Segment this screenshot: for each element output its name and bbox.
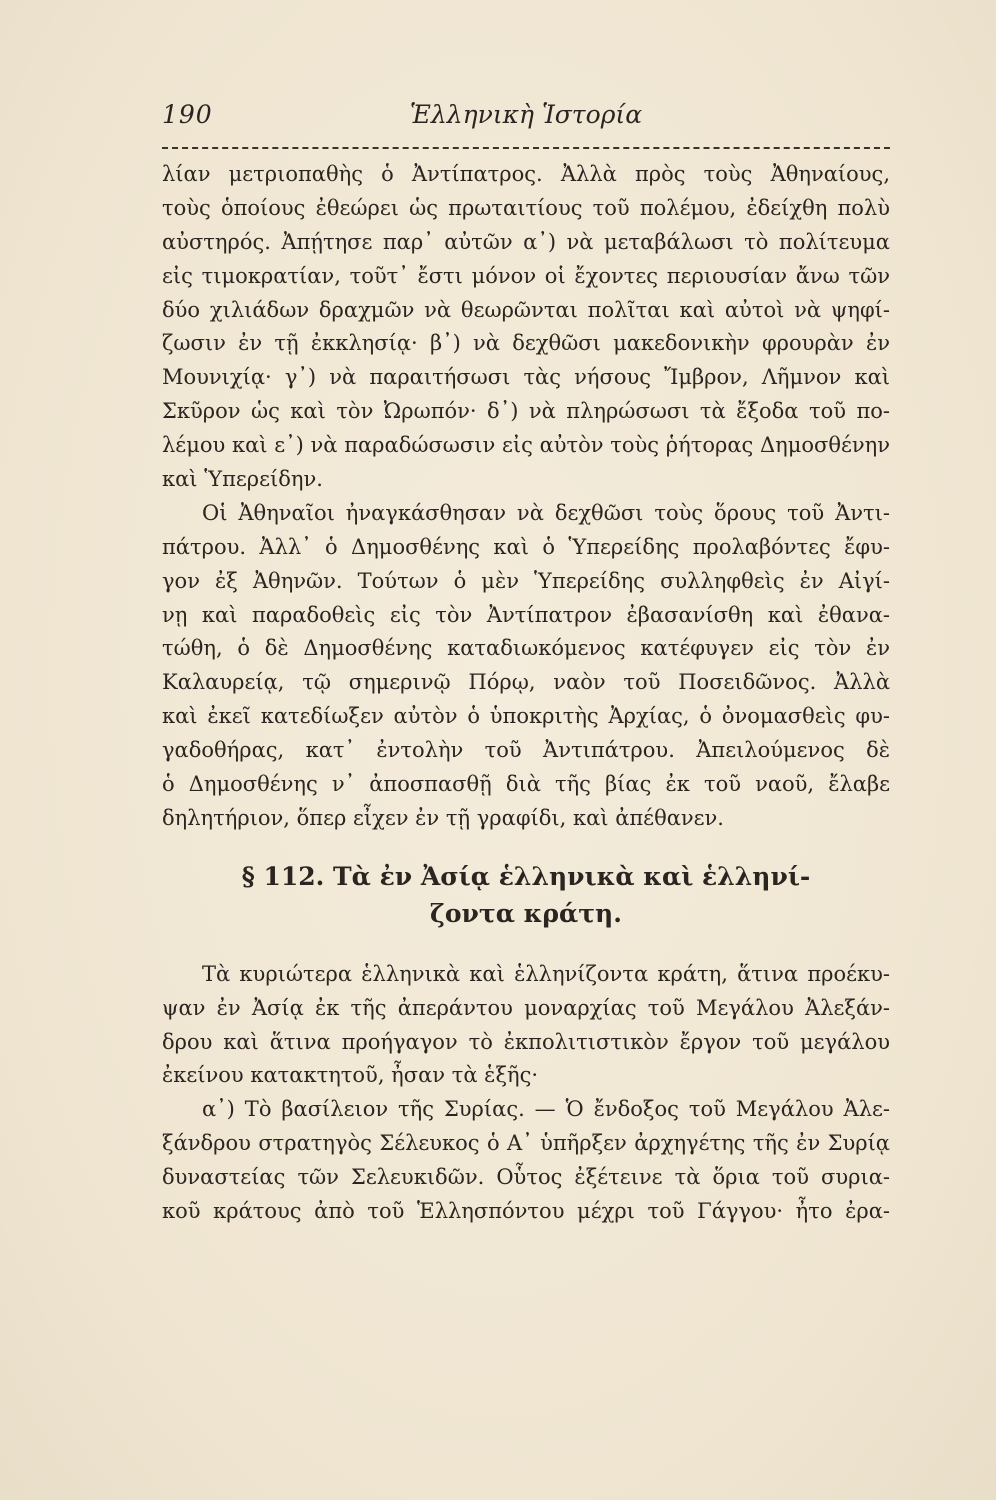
paragraph-4	[162, 1093, 890, 1229]
section-title-line-1: § 112. Τὰ ἐν Ἀσίᾳ ἑλληνικὰ καὶ ἑλληνί-	[241, 861, 811, 891]
text-line: γαδοθήρας, κατ᾽ ἐντολὴν τοῦ Ἀντιπάτρου. Ἀπειλούμενος δὲ	[162, 738, 890, 763]
text-line: τώθη, ὁ δὲ Δημοσθένης καταδιωκόμενος κατέφυγεν εἰς τὸν ἐν	[162, 636, 890, 661]
text-line: καὶ Ὑπερείδην.	[162, 467, 323, 492]
text-line: ψαν ἐν Ἀσίᾳ ἐκ τῆς ἀπεράντου μοναρχίας τοῦ Μεγάλου Ἀλεξάν-	[162, 995, 890, 1020]
spacer	[162, 932, 890, 958]
paragraph-1	[162, 158, 890, 497]
text-line: ξάνδρου στρατηγὸς Σέλευκος ὁ Α᾽ ὑπῆρξεν ἀρχηγέτης τῆς ἐν Συρίᾳ	[162, 1131, 890, 1156]
text-line: αὐστηρός. Ἀπῄτησε παρ᾽ αὐτῶν α᾽) νὰ μεταβάλωσι τὸ πολίτευμα	[162, 229, 890, 254]
text-line: νῃ καὶ παραδοθεὶς εἰς τὸν Ἀντίπατρον ἐβασανίσθη καὶ ἐθανα-	[162, 602, 890, 627]
text-line: λέμου καὶ ε᾽) νὰ παραδώσωσιν εἰς αὐτὸν τοὺς ῥήτορας Δημοσθένην	[162, 433, 890, 458]
text-line: δυναστείας τῶν Σελευκιδῶν. Οὗτος ἐξέτεινε τὰ ὅρια τοῦ συρια-	[162, 1165, 890, 1190]
section-title-line-2: ζοντα κράτη.	[430, 898, 622, 928]
text-line: Μουνιχίᾳ· γ᾽) νὰ παραιτήσωσι τὰς νήσους Ἴμβρον, Λῆμνον καὶ	[162, 365, 890, 390]
text-line: εἰς τιμοκρατίαν, τοῦτ᾽ ἔστι μόνον οἱ ἔχοντες περιουσίαν ἄνω τῶν	[162, 263, 890, 288]
paragraph-3	[162, 958, 890, 1094]
text-line: δηλητήριον, ὅπερ εἶχεν ἐν τῇ γραφίδι, καὶ ἀπέθανεν.	[162, 805, 724, 830]
text-line: πάτρου. Ἀλλ᾽ ὁ Δημοσθένης καὶ ὁ Ὑπερείδης προλαβόντες ἔφυ-	[162, 534, 890, 559]
text-line: κοῦ κράτους ἀπὸ τοῦ Ἑλλησπόντου μέχρι τοῦ Γάγγου· ἦτο ἐρα-	[162, 1199, 890, 1224]
running-title: Ἑλληνικὴ Ἱστορία	[409, 100, 643, 129]
text-line: ὁ Δημοσθένης ν᾽ ἀποσπασθῇ διὰ τῆς βίας ἐκ τοῦ ναοῦ, ἔλαβε	[162, 772, 890, 797]
page-body	[162, 158, 890, 1229]
header-rule	[162, 147, 890, 149]
page-number: 190	[162, 100, 213, 129]
text-line: καὶ ἐκεῖ κατεδίωξεν αὐτὸν ὁ ὑποκριτὴς Ἀρχίας, ὁ ὀνομασθεὶς φυ-	[162, 704, 890, 729]
text-line: δρου καὶ ἅτινα προήγαγον τὸ ἐκπολιτιστικὸν ἔργον τοῦ μεγάλου	[162, 1029, 890, 1054]
text-line: α᾽) Τὸ βασίλειον τῆς Συρίας. — Ὁ ἔνδοξος τοῦ Μεγάλου Ἀλε-	[202, 1097, 890, 1122]
text-line: ζωσιν ἐν τῇ ἐκκλησίᾳ· β᾽) νὰ δεχθῶσι μακεδονικὴν φρουρὰν ἐν	[162, 331, 890, 356]
text-line: Οἱ Ἀθηναῖοι ἠναγκάσθησαν νὰ δεχθῶσι τοὺς ὅρους τοῦ Ἀντι-	[202, 500, 890, 525]
text-line: ἐκείνου κατακτητοῦ, ἦσαν τὰ ἑξῆς·	[162, 1063, 539, 1088]
text-line: Τὰ κυριώτερα ἑλληνικὰ καὶ ἑλληνίζοντα κράτη, ἅτινα προέκυ-	[202, 961, 890, 986]
paragraph-2	[162, 497, 890, 836]
text-line: λίαν μετριοπαθὴς ὁ Ἀντίπατρος. Ἀλλὰ πρὸς τοὺς Ἀθηναίους,	[162, 162, 890, 186]
text-line: τοὺς ὁποίους ἐθεώρει ὡς πρωταιτίους τοῦ πολέμου, ἐδείχθη πολὺ	[162, 195, 890, 220]
section-heading	[162, 858, 890, 932]
text-line: δύο χιλιάδων δραχμῶν νὰ θεωρῶνται πολῖται καὶ αὐτοὶ νὰ ψηφί-	[162, 297, 890, 322]
page-header	[162, 100, 890, 140]
text-line: Καλαυρείᾳ, τῷ σημερινῷ Πόρῳ, ναὸν τοῦ Ποσειδῶνος. Ἀλλὰ	[162, 670, 890, 695]
text-line: Σκῦρον ὡς καὶ τὸν Ὠρωπόν· δ᾽) νὰ πληρώσωσι τὰ ἔξοδα τοῦ πο-	[162, 399, 890, 424]
text-line: γον ἐξ Ἀθηνῶν. Τούτων ὁ μὲν Ὑπερείδης συλληφθεὶς ἐν Αἰγί-	[162, 568, 890, 593]
